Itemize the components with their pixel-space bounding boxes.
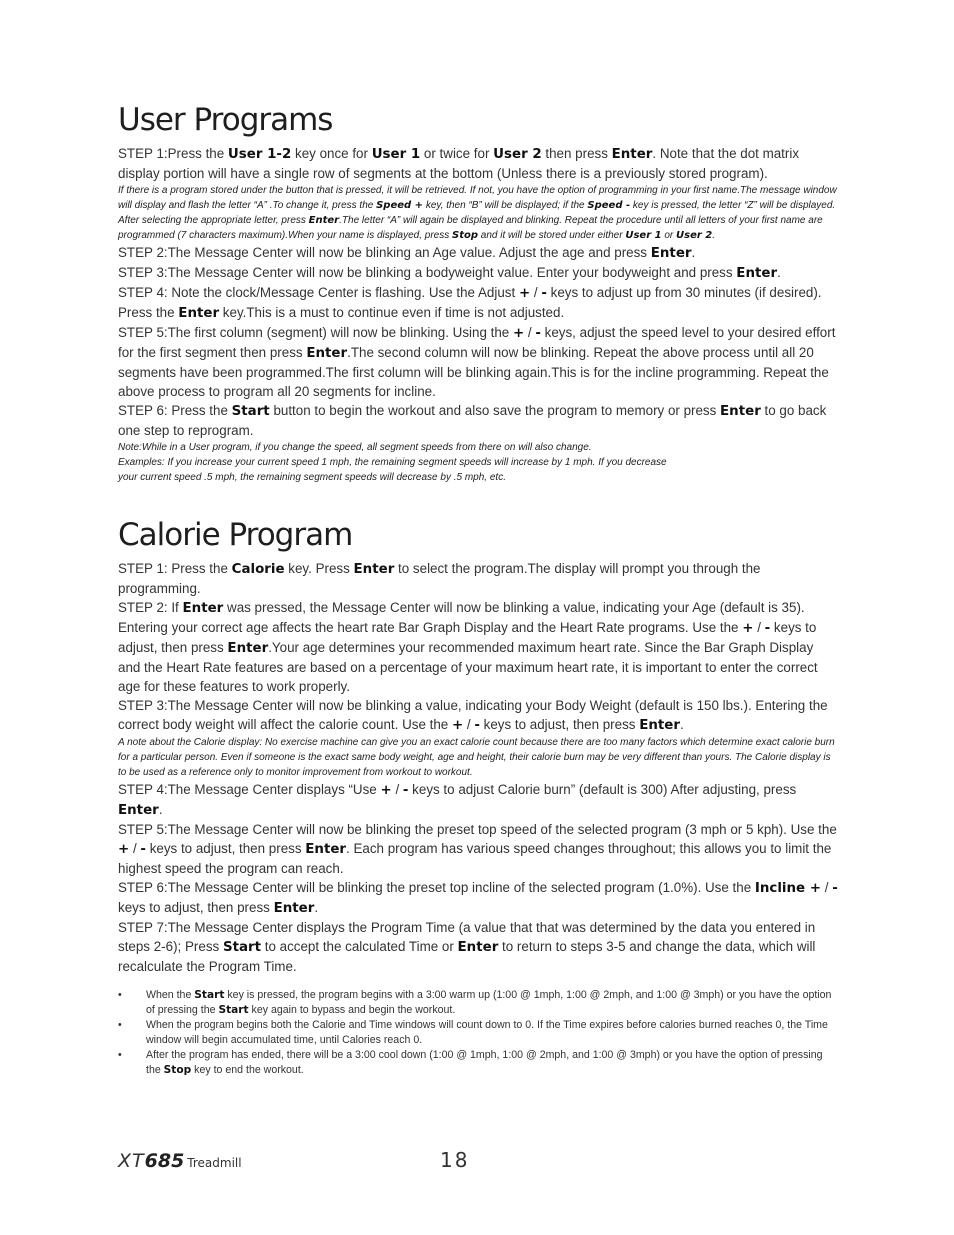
user-step-3: STEP 3:The Message Center will now be blinking a bodyweight value. Enter your bodyweight and press Enter. bbox=[118, 265, 781, 281]
bullet-icon: • bbox=[118, 989, 122, 1001]
page-footer bbox=[118, 1150, 838, 1180]
manual-page bbox=[118, 100, 838, 1078]
calorie-step-6: STEP 6:The Message Center will be blinking the preset top incline of the selected program (1.0%). Use the Incline + / - keys to adjust, then press Enter. bbox=[118, 880, 838, 916]
user-step-2: STEP 2:The Message Center will now be blinking an Age value. Adjust the age and press Enter. bbox=[118, 245, 696, 261]
user-step-6: STEP 6: Press the Start button to begin the workout and also save the program to memory or press Enter to go back one step to reprogram. bbox=[118, 403, 827, 438]
user-note-examples-cont: your current speed .5 mph, the remaining segment speeds will decrease by .5 mph, etc. bbox=[118, 472, 506, 483]
calorie-step-4: STEP 4:The Message Center displays “Use + / - keys to adjust Calorie burn” (default is 300) After adjusting, press Enter. bbox=[118, 782, 797, 818]
calorie-step-5: STEP 5:The Message Center will now be blinking the preset top speed of the selected program (3 mph or 5 kph). Use the + / - keys to adjust, then press Enter. Each program has various speed changes throughout; this allows you to limit the highest speed the program can reach. bbox=[118, 822, 837, 876]
user-step-4: STEP 4: Note the clock/Message Center is flashing. Use the Adjust + / - keys to adjust up from 30 minutes (if desired). Press the Enter key.This is a must to continue even if time is not adjusted. bbox=[118, 285, 822, 321]
list-item: • After the program has ended, there will be a 3:00 cool down (1:00 @ 1mph, 1:00 @ 2mph, and 1:00 @ 3mph) or you have the option of pressing the Stop key to end the workout. bbox=[118, 1049, 823, 1076]
page-number: 18 bbox=[440, 1148, 470, 1172]
calorie-bullet-list bbox=[118, 988, 838, 1078]
calorie-step-7: STEP 7:The Message Center displays the Program Time (a value that that was determined by the data you entered in steps 2-6); Press Start to accept the calculated Time or Enter to return to steps 3-5 and change the data, which will recalculate the Program Time. bbox=[118, 920, 816, 974]
bullet-icon: • bbox=[118, 1049, 122, 1061]
calorie-step-1: STEP 1: Press the Calorie key. Press Enter to select the program.The display will prompt you through the programming. bbox=[118, 561, 761, 596]
user-note-examples: Examples: If you increase your current speed 1 mph, the remaining segment speeds will increase by 1 mph. If you decrease bbox=[118, 457, 667, 468]
user-step-1: STEP 1:Press the User 1-2 key once for User 1 or twice for User 2 then press Enter. Note that the dot matrix display portion will have a single row of segments at the bottom (Unless there is a previously stored program). bbox=[118, 146, 800, 181]
user-step-5: STEP 5:The first column (segment) will now be blinking. Using the + / - keys, adjust the speed level to your desired effort for the first segment then press Enter.The second column will now be blinking. Repeat the above process until all 20 segments have been programmed.The first column will be blinking again.This is for the incline programming. Repeat the above process to program all 20 segments for incline. bbox=[118, 325, 836, 399]
list-item: • When the program begins both the Calorie and Time windows will count down to 0. If the Time expires before calories burned reaches 0, the Time window will begin accumulated time, until Calories reach 0. bbox=[118, 1019, 828, 1046]
user-note-speed-change: Note:While in a User program, if you change the speed, all segment speeds from there on will also change. bbox=[118, 442, 592, 453]
section-title-calorie-program: Calorie Program bbox=[118, 517, 353, 553]
bullet-icon: • bbox=[118, 1019, 122, 1031]
calorie-step-3: STEP 3:The Message Center will now be blinking a value, indicating your Body Weight (default is 150 lbs.). Entering the correct body weight will affect the calorie count. Use the + / - keys to adjust, then press Enter. bbox=[118, 698, 828, 733]
user-note-name-entry: If there is a program stored under the button that is pressed, it will be retrieved. If not, you have the option of programming in your first name.The message window will display and flash the letter “A” .To change it, press the Speed + key, then “B” will be displayed; if the Speed - key is pressed, the letter “Z” will be displayed. After selecting the appropriate letter, press Enter.The letter “A” will again be displayed and blinking. Repeat the procedure until all letters of your first name are programmed (7 characters maximum).When your name is displayed, press Stop and it will be stored under either User 1 or User 2. bbox=[118, 185, 837, 241]
list-item: • When the Start key is pressed, the program begins with a 3:00 warm up (1:00 @ 1mph, 1:00 @ 2mph, and 1:00 @ 3mph) or you have the option of pressing the Start key again to bypass and begin the workout. bbox=[118, 989, 832, 1016]
brand-logo: XT685 Treadmill bbox=[118, 1150, 242, 1172]
section-title-user-programs: User Programs bbox=[118, 102, 333, 138]
calorie-step-2: STEP 2: If Enter was pressed, the Message Center will now be blinking a value, indicating your Age (default is 35). Entering your correct age affects the heart rate Bar Graph Display and the Heart Rate programs. Use the + / - keys to adjust, then press Enter.Your age determines your recommended maximum heart rate. Since the Bar Graph Display and the Heart Rate features are based on a percentage of your maximum heart rate, it is important to enter the correct age for these features to work properly. bbox=[118, 600, 818, 694]
calorie-note-display: A note about the Calorie display: No exercise machine can give you an exact calorie count because there are too many factors which determine exact calorie burn for a particular person. Even if someone is the exact same body weight, age and height, their calorie burn may be very different than yours. The Calorie display is to be used as a reference only to monitor improvement from workout to workout. bbox=[118, 737, 835, 778]
